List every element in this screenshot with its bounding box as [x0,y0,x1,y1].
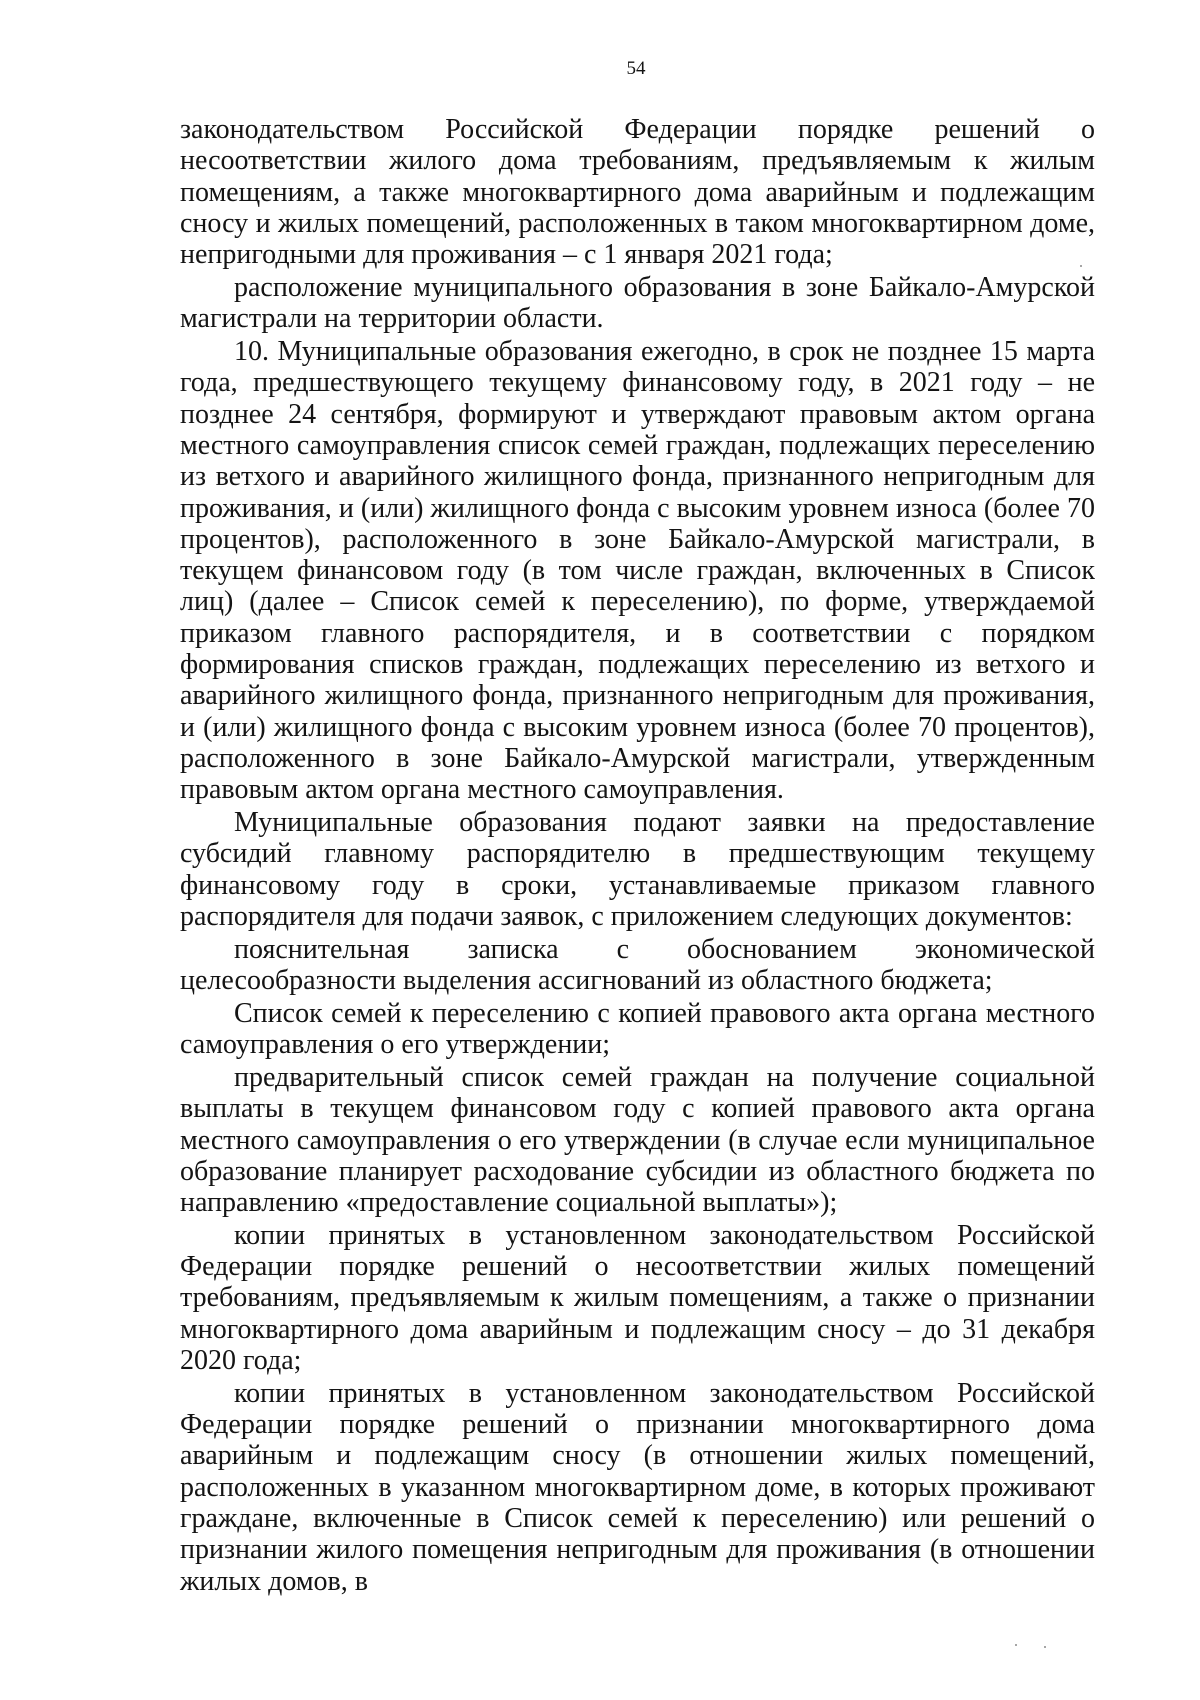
scan-speck [1044,1646,1046,1648]
paragraph-preliminary-list: предварительный список семей граждан на получение социальной выплаты в текущем финансовом году с копией правового акта органа местного самоуправления о его утверждении (в случае если муниципальное образование планирует расходование субсидии из областного бюджета по направлению «предоставление социальной выплаты»); [180,1061,1095,1219]
paragraph-baikal-amur-location: расположение муниципального образования в зоне Байкало-Амурской магистрали на территории области. [180,271,1095,335]
scan-speck [1080,265,1082,267]
paragraph-continuation: законодательством Российской Федерации порядке решений о несоответствии жилого дома требованиям, предъявляемым к жилым помещениям, а также многоквартирного дома аварийным и подлежащим сносу и жилых помещений, расположенных в таком многоквартирном доме, непригодными для проживания – с 1 января 2021 года; [180,114,1095,271]
paragraph-decisions-copies-2: копии принятых в установленном законодательством Российской Федерации порядке решений о признании многоквартирного дома аварийным и подлежащим сносу (в отношении жилых помещений, расположенных в указанном многоквартирном доме, в которых проживают граждане, включенные в Список семей к переселению) или решений о признании жилого помещения непригодным для проживания (в отношении жилых домов, в [180,1377,1095,1597]
paragraph-resettlement-list: Список семей к переселению с копией правового акта органа местного самоуправления о его утверждении; [180,997,1095,1061]
scan-speck [1015,1644,1017,1646]
paragraph-item-10: 10. Муниципальные образования ежегодно, в срок не позднее 15 марта года, предшествующего текущему финансовому году, в 2021 году – не позднее 24 сентября, формируют и утверждают правовым актом органа местного самоуправления список семей граждан, подлежащих переселению из ветхого и аварийного жилищного фонда, признанного непригодным для проживания, и (или) жилищного фонда с высоким уровнем износа (более 70 процентов), расположенного в зоне Байкало-Амурской магистрали, в текущем финансовом году (в том числе граждан, включенных в Список лиц) (далее – Список семей к переселению), по форме, утверждаемой приказом главного распорядителя, и в соответствии с порядком формирования списков граждан, подлежащих переселению из ветхого и аварийного жилищного фонда, признанного непригодным для проживания, и (или) жилищного фонда с высоким уровнем износа (более 70 процентов), расположенного в зоне Байкало-Амурской магистрали, утвержденным правовым актом органа местного самоуправления. [180,336,1095,806]
document-body [180,114,1095,1598]
paragraph-applications: Муниципальные образования подают заявки на предоставление субсидий главному распорядителю в предшествующим текущему финансовому году в сроки, устанавливаемые приказом главного распорядителя для подачи заявок, с приложением следующих документов: [180,807,1095,932]
paragraph-decisions-copies-1: копии принятых в установленном законодательством Российской Федерации порядке решений о несоответствии жилых помещений требованиям, предъявляемым к жилым помещениям, а также о признании многоквартирного дома аварийным и подлежащим сносу – до 31 декабря 2020 года; [180,1219,1095,1377]
paragraph-explanatory-note: пояснительная записка с обоснованием экономической целесообразности выделения ассигнований из областного бюджета; [180,933,1095,997]
page-number: 54 [626,58,646,79]
